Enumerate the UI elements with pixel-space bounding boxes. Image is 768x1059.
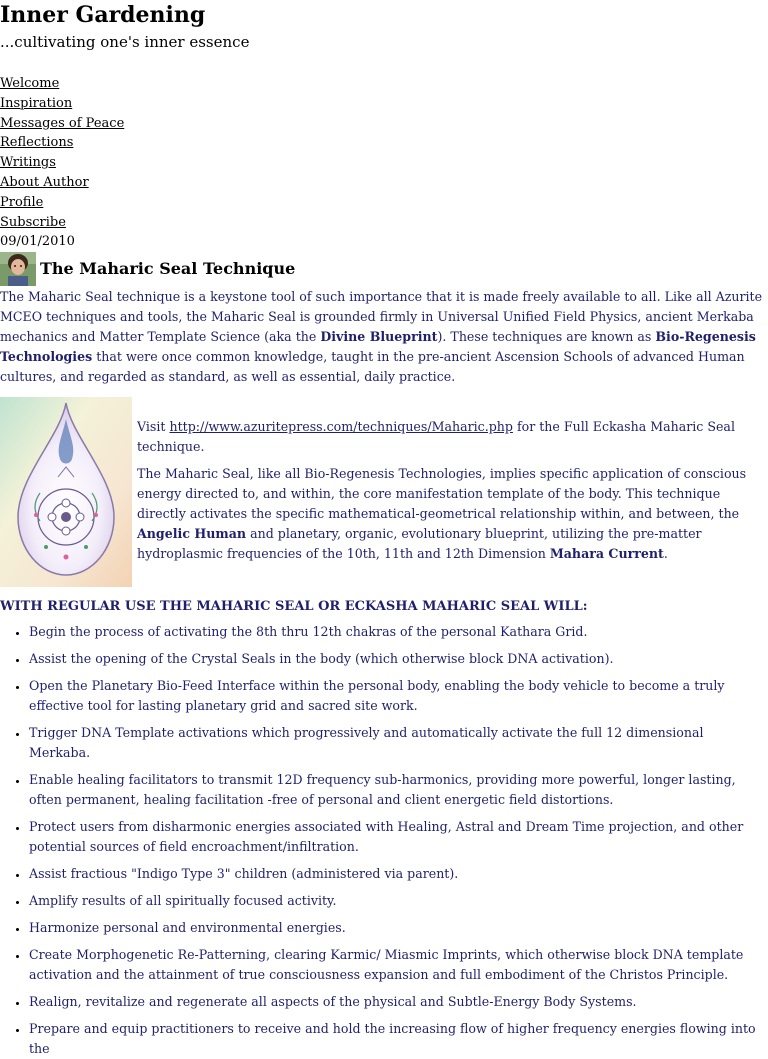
benefits-heading: WITH REGULAR USE THE MAHARIC SEAL OR ECKASHA MAHARIC SEAL WILL: (0, 599, 588, 615)
benefit-list-item: • Assist the opening of the Crystal Seals in the body (which otherwise block DNA activation). (29, 649, 768, 669)
nav-item-welcome[interactable]: Welcome (0, 76, 60, 91)
site-title[interactable]: Inner Gardening (0, 2, 206, 28)
benefit-list-item: • Prepare and equip practitioners to receive and hold the increasing flow of higher frequency energies flowing into the (29, 1019, 768, 1059)
intro-segment: Bio-Regenesis Technologies (0, 329, 756, 365)
azurite-technique-link[interactable]: http://www.azuritepress.com/techniques/Maharic.php (169, 419, 513, 435)
figure-text (137, 397, 768, 587)
main-nav (0, 74, 768, 232)
benefit-list-item: • Assist fractious "Indigo Type 3" children (administered via parent). (29, 864, 768, 884)
site-tagline: ...cultivating one's inner essence (0, 33, 250, 51)
nav-item-subscribe[interactable]: Subscribe (0, 214, 66, 230)
intro-segment: The Maharic Seal technique is a keystone tool of such importance that it is made freely available to all. Like all Azurite MCEO techniques and tools, the Maharic Seal is grounded firmly in Universal Unified Field Physics, ancient Merkaba mechanics and Matter Template Science (aka the (0, 289, 763, 345)
benefit-list-item: • Begin the process of activating the 8th thru 12th chakras of the personal Kathara Grid. (29, 622, 768, 642)
intro-segment: that were once common knowledge, taught in the pre-ancient Ascension Schools of advanced Human cultures, and regarded as standard, as well as essential, daily practice. (0, 349, 745, 385)
post-title: The Maharic Seal Technique (40, 259, 296, 279)
visit-paragraph (137, 417, 768, 457)
author-avatar (0, 252, 36, 286)
maharic-description-segment: The Maharic Seal, like all Bio-Regenesis Technologies, implies specific application of conscious energy directed to, and within, the core manifestation template of the body. This technique directly activates the specific mathematical-geometrical relationship within, and between, the (137, 466, 747, 522)
nav-item-reflections[interactable]: Reflections (0, 135, 74, 151)
nav-item-about-author[interactable]: About Author (0, 174, 89, 190)
maharic-description-paragraph (137, 464, 768, 564)
intro-segment: Divine Blueprint (320, 329, 438, 345)
post-header (0, 251, 768, 287)
benefit-list-item: • Harmonize personal and environmental energies. (29, 918, 768, 938)
benefit-list-item: • Open the Planetary Bio-Feed Interface within the personal body, enabling the body vehicle to become a truly effective tool for lasting planetary grid and sacred site work. (29, 676, 768, 716)
maharic-description-segment: . (663, 546, 668, 562)
intro-segment: ). These techniques are known as (437, 329, 656, 345)
visit-suffix: for the Full Eckasha Maharic Seal technique. (137, 419, 735, 455)
benefits-list (0, 622, 768, 1059)
nav-item-writings[interactable]: Writings (0, 155, 56, 171)
benefit-list-item: • Enable healing facilitators to transmit 12D frequency sub-harmonics, providing more powerful, longer lasting, often permanent, healing facilitation -free of personal and client energetic field distortions. (29, 770, 768, 810)
maharic-description-segment: Mahara Current (549, 546, 664, 562)
visit-prefix: Visit (137, 419, 170, 435)
maharic-seal-image-icon (0, 397, 132, 587)
post-content (0, 287, 768, 1059)
benefit-list-item: • Create Morphogenetic Re-Patterning, clearing Karmic/ Miasmic Imprints, which otherwise block DNA template activation and the attainment of true consciousness expansion and full embodiment of the Christos Principle. (29, 945, 768, 985)
benefit-list-item: • Realign, revitalize and regenerate all aspects of the physical and Subtle-Energy Body Systems. (29, 992, 768, 1012)
maharic-description-segment: and planetary, organic, evolutionary blueprint, utilizing the pre-matter hydroplasmic frequencies of the 10th, 11th and 12th Dimension (137, 526, 702, 562)
avatar-image-icon (0, 252, 36, 286)
site-header (0, 0, 768, 54)
maharic-seal-figure (0, 397, 132, 587)
nav-item-profile[interactable]: Profile (0, 194, 44, 210)
nav-item-messages-of-peace[interactable]: Messages of Peace (0, 115, 125, 131)
benefit-list-item: • Protect users from disharmonic energies associated with Healing, Astral and Dream Time projection, and other potential sources of field encroachment/infiltration. (29, 817, 768, 857)
maharic-description-segment: Angelic Human (137, 526, 247, 542)
intro-paragraph (0, 287, 768, 387)
benefit-list-item: • Amplify results of all spiritually focused activity. (29, 891, 768, 911)
figure-row (0, 397, 768, 587)
benefit-list-item: • Trigger DNA Template activations which progressively and automatically activate the full 12 dimensional Merkaba. (29, 723, 768, 763)
post-date: 09/01/2010 (0, 234, 75, 250)
nav-item-inspiration[interactable]: Inspiration (0, 95, 73, 111)
